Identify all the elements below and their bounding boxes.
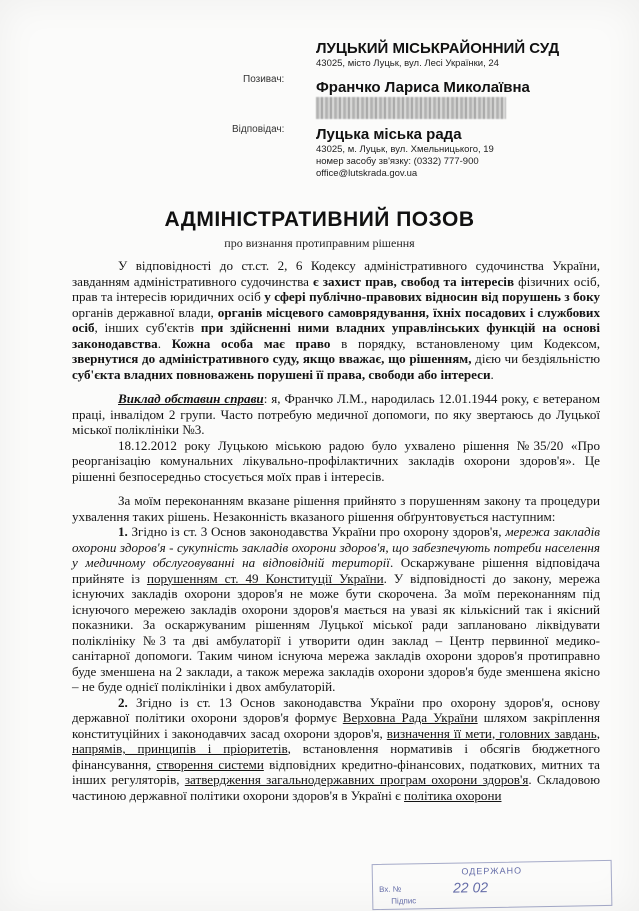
paragraph-decision: 18.12.2012 року Луцькою міською радою було ухвалено рішення №35/20 «Про реорганізацію комунальних лікувально-профілактичних закладів охорони здоров'я». Це рішенні безпосередньо стосується моїх прав і інтересів. bbox=[72, 437, 600, 484]
text-run: Верховна Рада України bbox=[342, 710, 478, 725]
court-address: 43025, місто Луцьк, вул. Лесі Українки, 24 bbox=[316, 58, 499, 69]
text-run: Згідно із ст. 3 Основ законодавства України про охорону здоров'я, bbox=[127, 524, 506, 539]
text-run: у сфері публічно-правових відносин від порушень з боку bbox=[264, 289, 600, 304]
paragraph-point-2 bbox=[72, 695, 600, 804]
text-run: органів державної влади, bbox=[72, 304, 218, 320]
text-run: . Оскаржуване рішення відповідача прийняте із bbox=[72, 555, 600, 586]
text-run: суб'єкта владних повноважень порушені її права, свободи або інтереси bbox=[72, 366, 491, 382]
text-run: : я, Франчко Л.М., народилась 12.01.1944 року, є ветераном праці, інвалідом 2 групи. Часто потребую медичної допомоги, по яку звертаюсь до Луцької міської поліклініки №3. bbox=[72, 391, 600, 437]
paragraph-intro bbox=[72, 258, 600, 382]
plaintiff-name: Франчко Лариса Миколаївна bbox=[316, 79, 530, 96]
stamp-signature-label: Підпис bbox=[391, 896, 417, 906]
defendant-name: Луцька міська рада bbox=[316, 126, 462, 143]
defendant-label: Відповідач: bbox=[232, 124, 285, 135]
text-run: визначення її мети, головних завдань, напрямів, принципів і пріоритетів bbox=[72, 725, 600, 756]
text-run: фізичних осіб, прав та інтересів юридичних осіб bbox=[72, 273, 600, 304]
defendant-phone: номер засобу зв'язку: (0332) 777-900 bbox=[316, 156, 479, 167]
section-heading: Виклад обставин справи bbox=[118, 391, 264, 406]
plaintiff-label: Позивач: bbox=[243, 74, 285, 85]
text-run: порушенням ст. 49 Конституції України bbox=[146, 570, 384, 586]
point-number: 2. bbox=[118, 694, 128, 710]
text-run: органів місцевого самоврядування, їхніх посадових і службових осіб bbox=[72, 304, 600, 335]
document-body bbox=[72, 258, 600, 803]
text-run: Кожна особа має право bbox=[171, 335, 331, 351]
text-run: , встановлення нормативів і обсягів бюджетного фінансування, bbox=[72, 741, 600, 772]
document-title: АДМІНІСТРАТИВНИЙ ПОЗОВ bbox=[164, 208, 475, 231]
text-run: . bbox=[157, 335, 172, 351]
point-number: 1. bbox=[118, 524, 128, 539]
text-run: мережа закладів охорони здоров'я - сукупність закладів охорони здоров'я, що забезпечують потреби населення у медичному обслуговуванні на відповідній території bbox=[72, 524, 600, 570]
text-run: політика охорони bbox=[404, 787, 502, 803]
text-run: шляхом закріплення конституційних і законодавчих засад охорони здоров'я, bbox=[72, 710, 600, 741]
text-run: дією чи бездіяльністю bbox=[471, 351, 600, 366]
text-run: затвердження загальнодержавних програм охорони здоров'я bbox=[184, 772, 529, 787]
text-run: , інших суб'єктів bbox=[94, 320, 201, 335]
text-run: є захист прав, свобод та інтересів bbox=[313, 273, 515, 289]
text-run: Згідно із ст. 13 Основ законодавства України про охорону здоров'я, основу державної політики охорони здоров'я формує bbox=[72, 694, 600, 725]
stamp-date: 22 02 bbox=[452, 879, 489, 896]
paragraph-circumstances bbox=[72, 391, 600, 438]
document-subtitle: про визнання протиправним рішення bbox=[224, 236, 415, 250]
paragraph-argument: За моїм переконанням вказане рішення прийнято з порушенням закону та процедури ухвалення таких рішень. Незаконність вказаного рішення обґрунтовується наступним: bbox=[72, 493, 600, 524]
stamp-title: ОДЕРЖАНО bbox=[461, 865, 523, 877]
text-run: У відповідності до ст.ст. 2, 6 Кодексу адміністративного судочинства України, завданням адміністративного судочинства bbox=[72, 258, 600, 289]
text-run: відповідних кредитно-фінансових, податкових, митних та інших регуляторів, bbox=[72, 756, 600, 787]
text-run: в порядку, встановленому цим Кодексом, bbox=[330, 335, 601, 351]
text-run: при здійсненні ними владних управлінських функцій на основі законодавства bbox=[72, 320, 600, 351]
text-run: . У відповідності до закону, мережа існуючих закладів охорони здоров'я не може бути скорочена. За моїм переконанням під існуючого мережею закладів охорони здоров'я мається на увазі як кількісний так і якісний показники. За оскаржуваним рішенням Луцької міської ради заплановано ліквідувати поліклініку №3 та дві амбулаторії і утворити один заклад – Центр первинної медико-санітарної допомоги. Таким чином існуюча мережа закладів охорони здоров'я протиправно буде зменшена на 2 заклади, а також мережа закладів охорони здоров'я буде зменшена якісно – не буде однієї поліклініки і двох амбулаторій. bbox=[72, 570, 601, 694]
received-stamp bbox=[372, 860, 613, 910]
court-name: ЛУЦЬКИЙ МІСЬКРАЙОННИЙ СУД bbox=[316, 40, 560, 57]
text-run: . Складовою частиною державної політики охорони здоров'я в Україні є bbox=[72, 772, 600, 803]
paragraph-point-1 bbox=[72, 524, 600, 695]
text-run: створення системи bbox=[156, 756, 264, 772]
text-run: звернутися до адміністративного суду, якщо вважає, що рішенням, bbox=[72, 351, 472, 366]
defendant-email: office@lutskrada.gov.ua bbox=[316, 168, 418, 179]
stamp-incoming-number-label: Вх. № bbox=[378, 884, 402, 894]
text-run: . bbox=[490, 366, 494, 382]
defendant-address: 43025, м. Луцьк, вул. Хмельницького, 19 bbox=[316, 144, 494, 155]
plaintiff-address-redacted bbox=[316, 97, 506, 119]
